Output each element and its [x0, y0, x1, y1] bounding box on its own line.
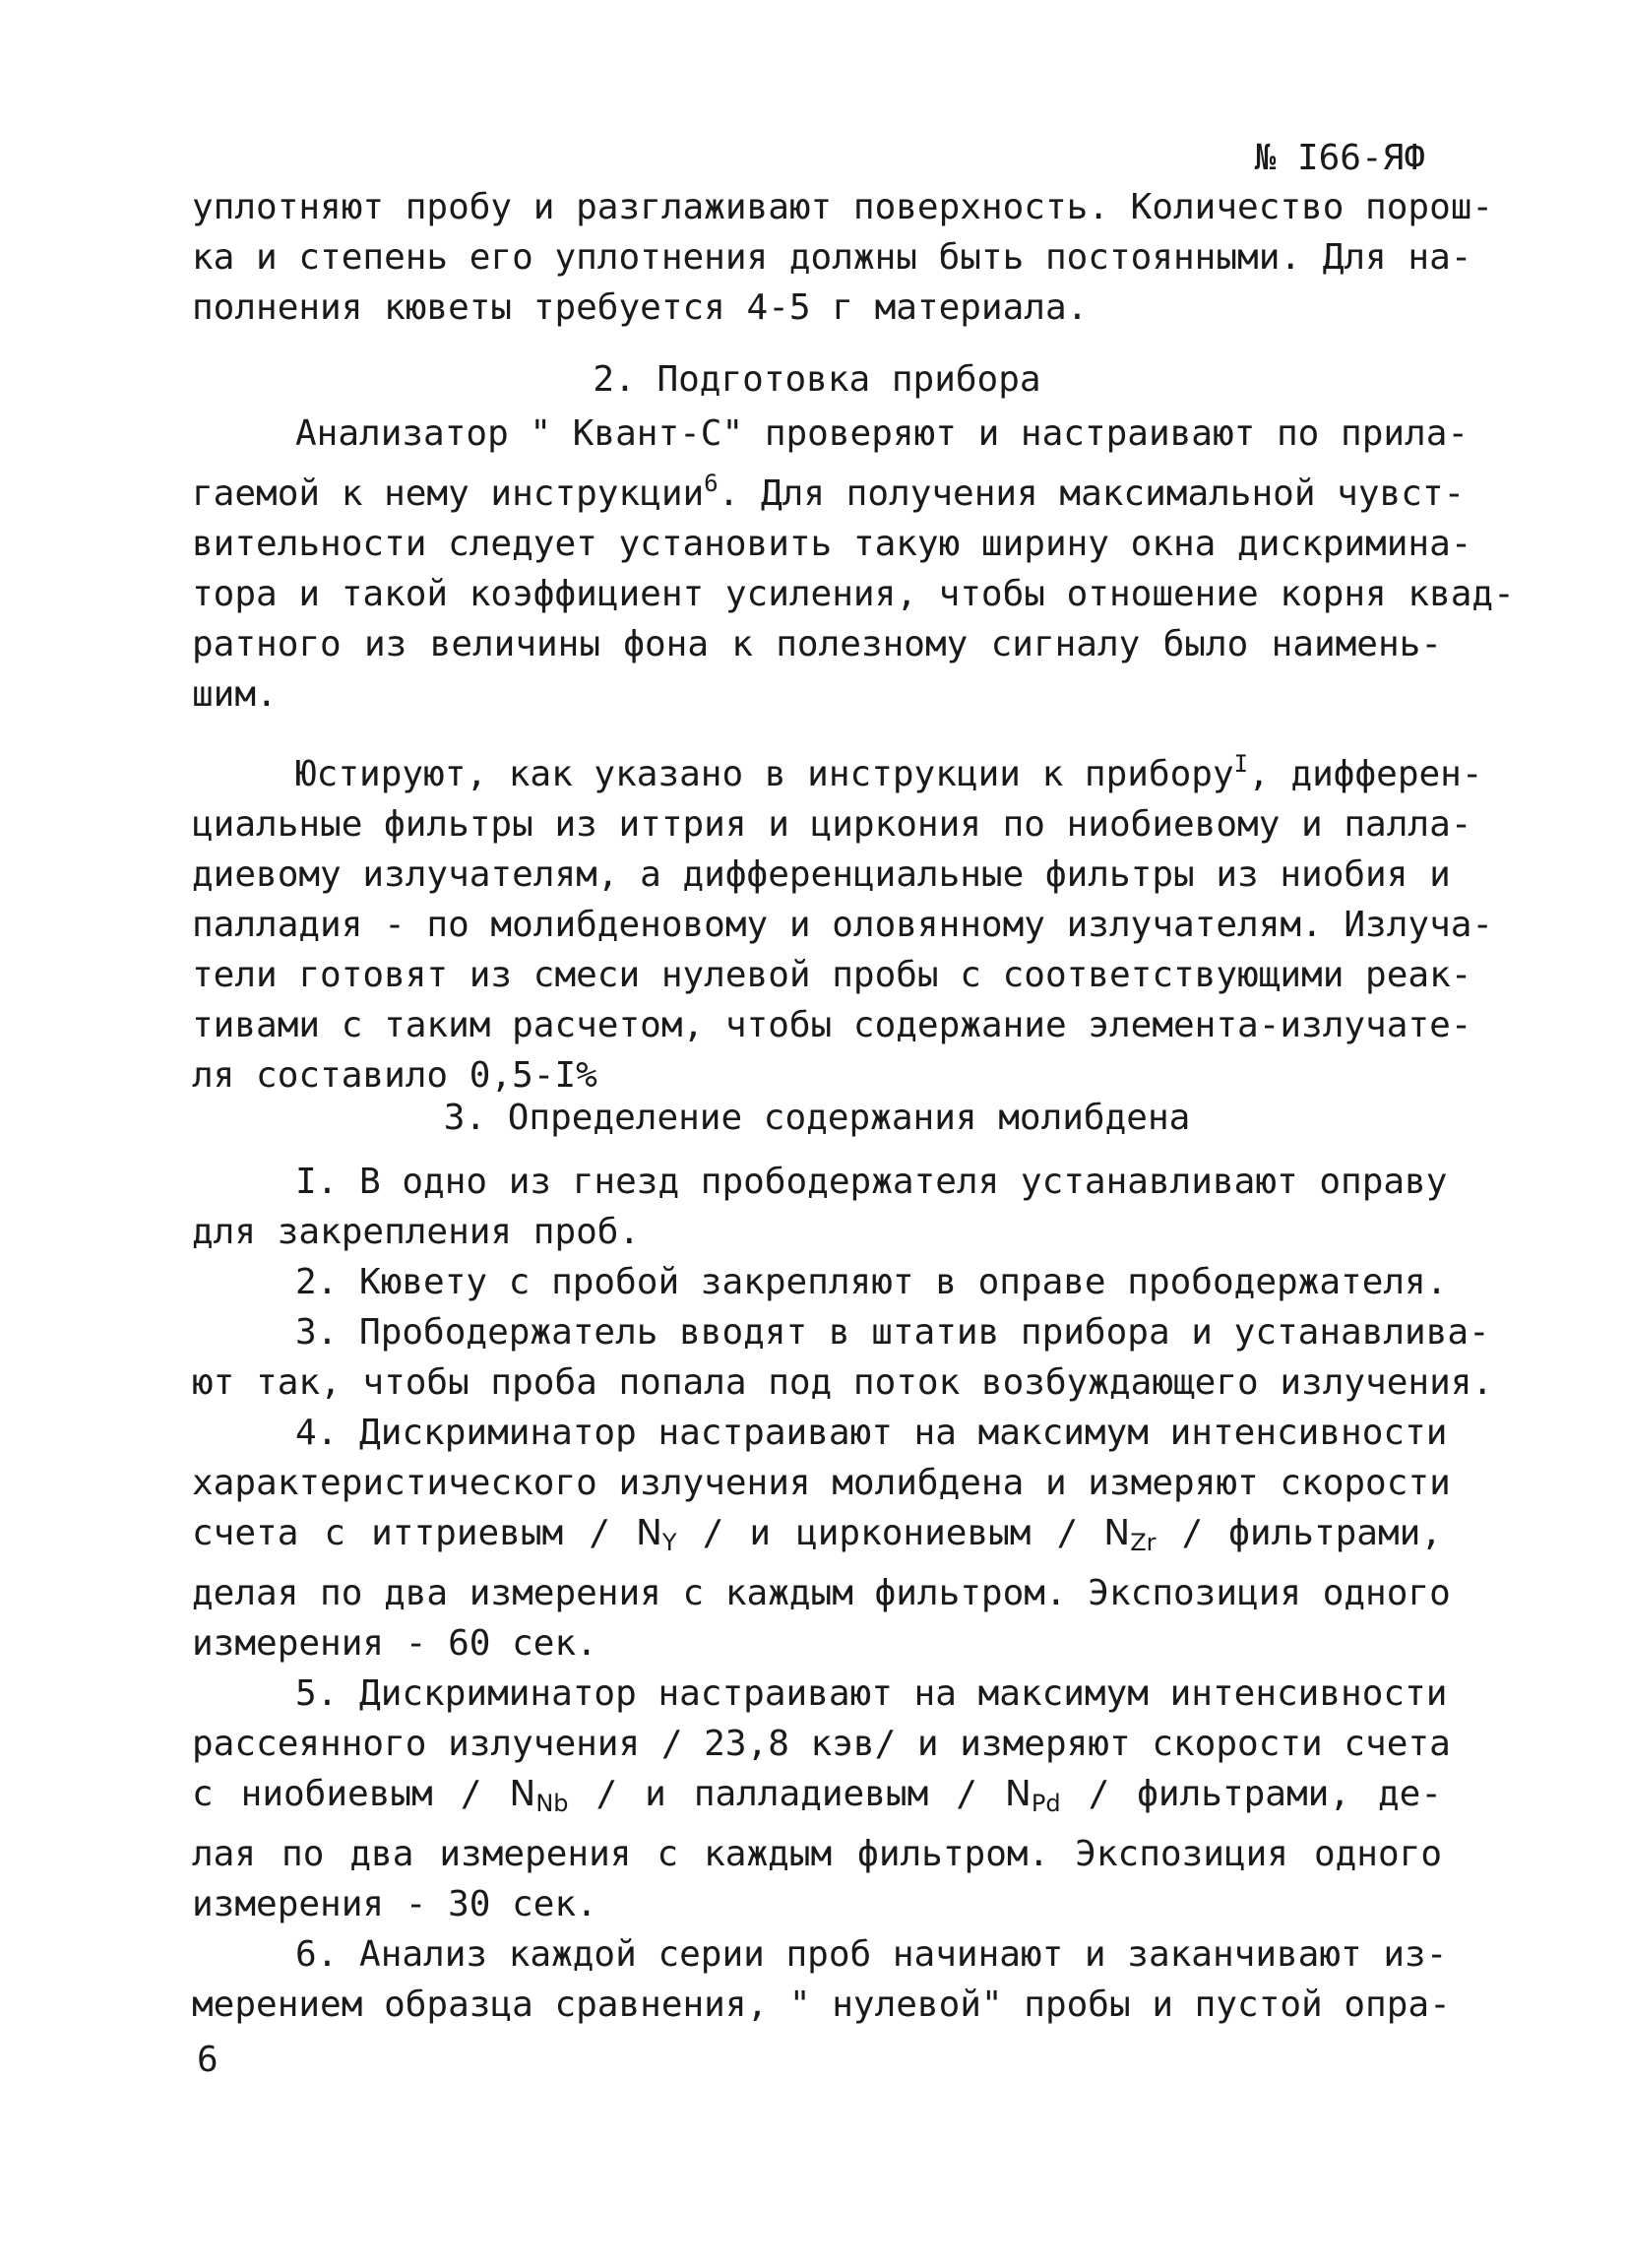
- section-3-body: [192, 1157, 1494, 2030]
- text-line: измерения - 30 сек.: [192, 1884, 597, 1924]
- text-line: рассеянного излучения / 23,8 кэв/ и измеряют скорости счета: [192, 1724, 1451, 1764]
- section-heading-3: 3. Определение содержания молибдена: [443, 1098, 1191, 1138]
- text-line: полнения кюветы требуется 4-5 г материала.: [192, 287, 1089, 328]
- text-line: 5. Дискриминатор настраивают на максимум интенсивности: [295, 1673, 1448, 1714]
- text-line: ратного из величины фона к полезному сигналу было наимень-: [192, 624, 1442, 664]
- text-line: тора и такой коэффициент усиления, чтобы отношение корня квад-: [192, 574, 1515, 614]
- text-line: циальные фильтры из иттрия и циркония по ниобиевому и палла-: [192, 804, 1472, 845]
- symbol-n-pd: $N_{Pd}$: [1004, 1774, 1061, 1817]
- text-line: уплотняют пробу и разглаживают поверхность. Количество порош-: [192, 187, 1494, 227]
- page-number: 6: [197, 2040, 219, 2080]
- text-line: I. В одно из гнезд прободержателя устанавливают оправу: [295, 1162, 1448, 1202]
- text-line: ка и степень его уплотнения должны быть постоянными. Для на-: [192, 237, 1472, 278]
- text-line: 6. Анализ каждой серии проб начинают и заканчивают из-: [295, 1934, 1448, 1975]
- symbol-n-nb: $N_{Nb}$: [509, 1774, 569, 1817]
- text-line: диевому излучателям, а дифференциальные фильтры из ниобия и: [192, 854, 1451, 895]
- text-line: измерения - 60 сек.: [192, 1623, 597, 1664]
- text-line: характеристического излучения молибдена и измеряют скорости: [192, 1463, 1451, 1503]
- text-line: ля составило 0,5-I%: [192, 1055, 597, 1096]
- section-2-body: [192, 409, 1515, 1101]
- footnote-ref: I: [1233, 750, 1249, 778]
- text-line: 3. Прободержатель вводят в штатив прибора и устанавлива-: [295, 1312, 1490, 1353]
- text-line: лая по два измерения с каждым фильтром. Экспозиция одного: [192, 1834, 1442, 1874]
- footnote-ref: 6: [704, 470, 719, 497]
- text-line: 2. Кювету с пробой закрепляют в оправе прободержателя.: [295, 1262, 1448, 1302]
- symbol-n-y: $N_Y$: [635, 1513, 677, 1556]
- text-line: счета с иттриевым / $N_Y$ / и циркониевым / $N_{Zr}$ / фильтрами,: [192, 1513, 1443, 1556]
- text-line: вительности следует установить такую ширину окна дискримина-: [192, 524, 1472, 564]
- intro-paragraph: [192, 182, 1494, 333]
- text-line: шим.: [192, 674, 278, 715]
- text-line: Юстируют, как указано в инструкции к прибору$^I$, дифферен-: [295, 750, 1483, 794]
- text-line: ют так, чтобы проба попала под поток возбуждающего излучения.: [192, 1362, 1494, 1403]
- symbol-n-zr: $N_{Zr}$: [1103, 1513, 1157, 1556]
- text-line: с ниобиевым / $N_{Nb}$ / и палладиевым / $N_{Pd}$ / фильтрами, де-: [192, 1774, 1442, 1817]
- text-line: мерением образца сравнения, " нулевой" пробы и пустой опра-: [192, 1984, 1451, 2025]
- text-line: тели готовят из смеси нулевой пробы с соответствующими реак-: [192, 955, 1472, 995]
- section-heading-2: 2. Подготовка прибора: [593, 359, 1041, 400]
- text-line: гаемой к нему инструкции$^6$. Для получения максимальной чувст-: [192, 470, 1466, 514]
- text-line: тивами с таким расчетом, чтобы содержание элемента-излучате-: [192, 1005, 1472, 1045]
- text-line: палладия - по молибденовому и оловянному излучателям. Излуча-: [192, 905, 1494, 945]
- text-line: делая по два измерения с каждым фильтром. Экспозиция одного: [192, 1573, 1451, 1613]
- text-line: Анализатор " Квант-С" проверяют и настраивают по прила-: [295, 413, 1470, 454]
- document-number: № I66-ЯФ: [1254, 138, 1425, 178]
- text-line: 4. Дискриминатор настраивают на максимум интенсивности: [295, 1413, 1448, 1453]
- text-line: для закрепления проб.: [192, 1212, 641, 1252]
